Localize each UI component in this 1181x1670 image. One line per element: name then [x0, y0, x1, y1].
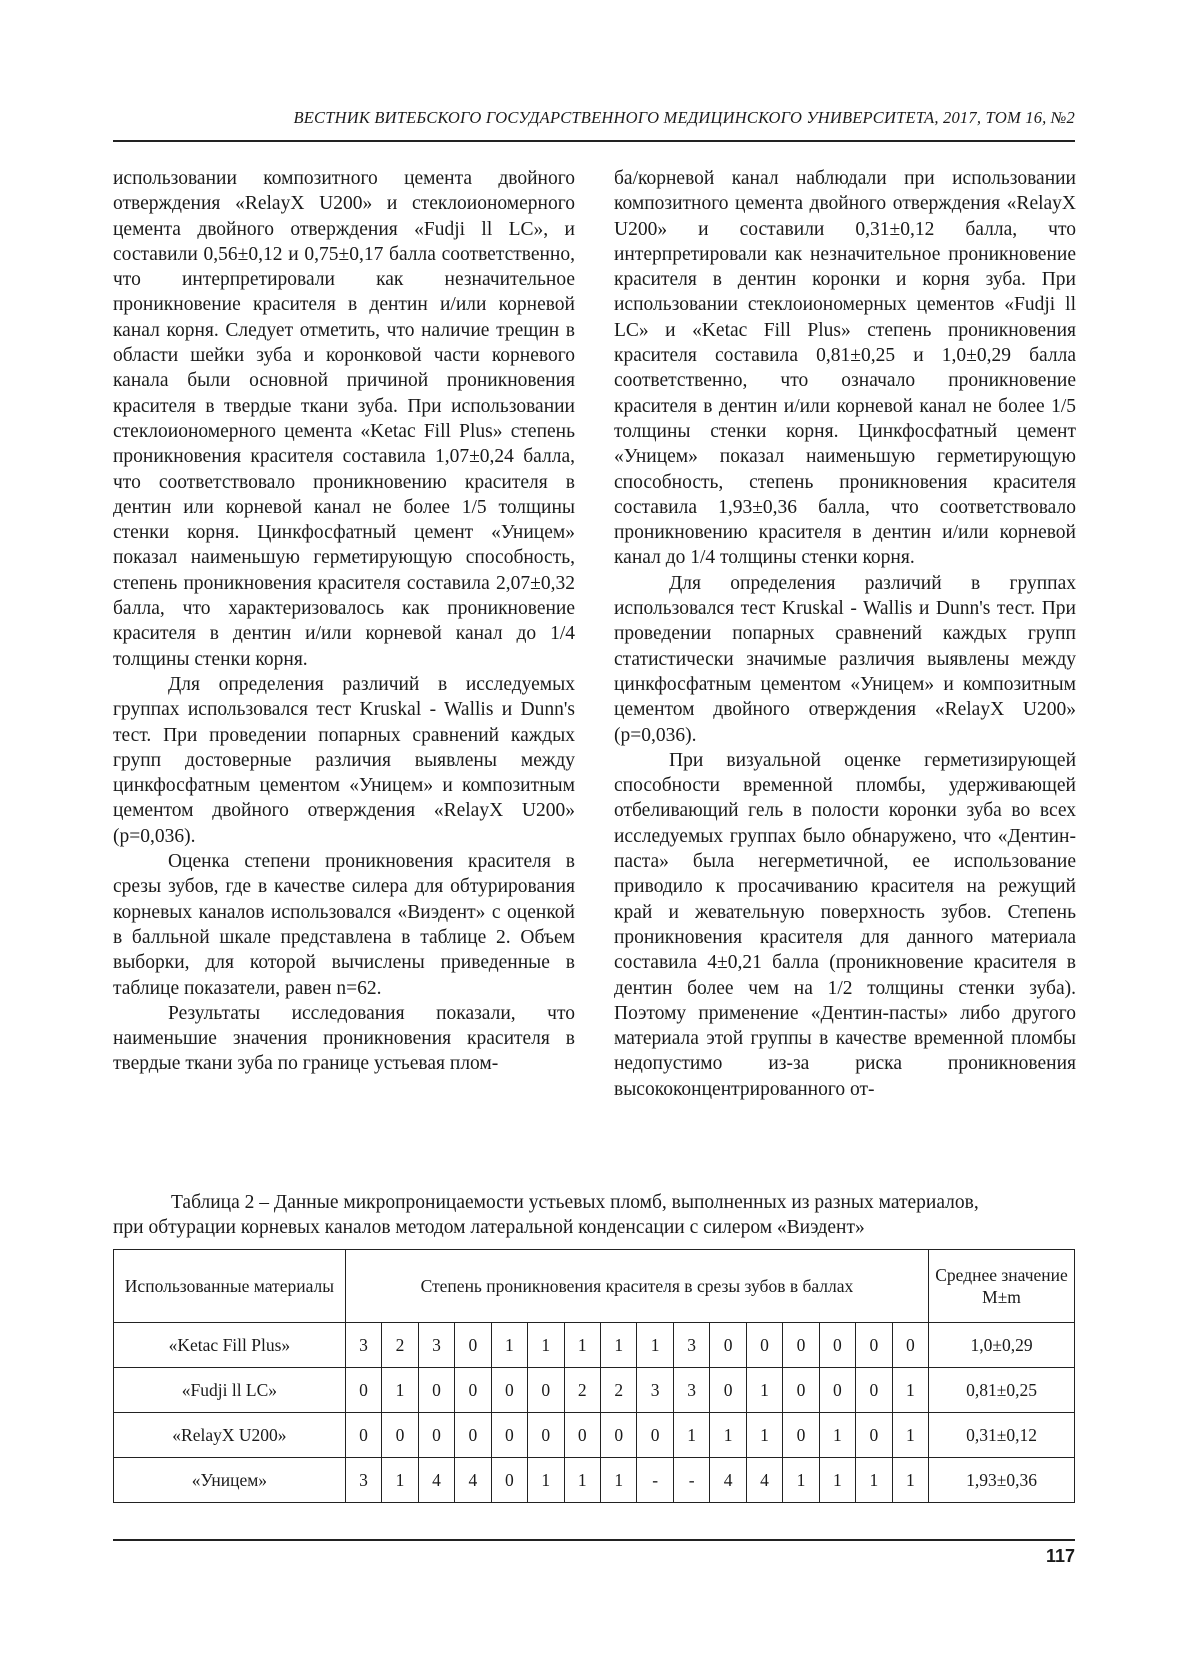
right-column: [614, 166, 1076, 1102]
material-cell: «Уницем»: [114, 1458, 346, 1503]
score-cell: 1: [564, 1323, 600, 1368]
score-cell: 0: [637, 1413, 673, 1458]
score-cell: 1: [856, 1458, 892, 1503]
score-cell: 0: [710, 1368, 746, 1413]
paragraph: Результаты исследования показали, что наименьшие значения проникновения красителя в твердые ткани зуба по границе устьевая плом-: [113, 1002, 575, 1075]
score-cell: 0: [600, 1413, 636, 1458]
header-materials: Использованные материалы: [114, 1250, 346, 1323]
score-cell: 1: [892, 1458, 928, 1503]
table-caption-line: при обтурации корневых каналов методом латеральной конденсации с силером «Виэдент»: [113, 1217, 865, 1238]
score-cell: 0: [746, 1323, 782, 1368]
paragraph: Для определения различий в исследуемых группах использовался тест Kruskal - Wallis и Dunn's тест. При проведении попарных сравнений каждых групп достоверные различия выявлены между цинкфосфатным цементом «Уницем» и композитным цементом двойного отверждения «RelayX U200» (p=0,036).: [113, 673, 575, 847]
score-cell: 0: [382, 1413, 418, 1458]
paragraph: ба/корневой канал наблюдали при использовании композитного цемента двойного отверждения «RelayX U200» и составили 0,31±0,12 балла, что интерпретировали как незначительное проникновение красителя в дентин коронки и корня зуба. При использовании стеклоиономерных цементов «Fudji ll LC» и «Ketac Fill Plus» степень проникновения красителя составила 0,81±0,25 и 1,0±0,29 балла соответственно, что означало проникновение красителя в дентин и/или корневой канал не более 1/5 толщины стенки корня. Цинкфосфатный цемент «Уницем» показал наименьшую герметирующую способность, степень проникновения красителя составила 1,93±0,36 балла, что соответствовало проникновению красителя в дентин и/или корневой канал до 1/4 толщины стенки корня.: [614, 168, 1076, 569]
table-row: [114, 1323, 1075, 1368]
score-cell: 3: [637, 1368, 673, 1413]
table-row: [114, 1458, 1075, 1503]
score-cell: 1: [382, 1458, 418, 1503]
score-cell: 0: [345, 1413, 381, 1458]
paragraph: использовании композитного цемента двойного отверждения «RelayX U200» и стеклоиономерного цемента двойного отверждения «Fudji ll LC», и составили 0,56±0,12 и 0,75±0,17 балла соответственно, что интерпретировали как незначительное проникновение красителя в дентин и/или корневой канал корня. Следует отметить, что наличие трещин в области шейки зуба и коронковой части корневого канала были основной причиной проникновения красителя в твердые ткани зуба. При использовании стеклоиономерного цемента «Ketac Fill Plus» степень проникновения красителя составила 1,07±0,24 балла, что соответствовало проникновению красителя в дентин или корневой канал не более 1/5 толщины стенки корня. Цинкфосфатный цемент «Уницем» показал наименьшую герметирующую способность, степень проникновения красителя составила 2,07±0,32 балла, что характеризовалось как проникновение красителя в дентин и/или корневой канал до 1/4 толщины стенки корня.: [113, 168, 575, 670]
score-cell: 1: [528, 1323, 564, 1368]
score-cell: 2: [382, 1323, 418, 1368]
score-cell: 1: [564, 1458, 600, 1503]
paragraph: Для определения различий в группах использовался тест Kruskal - Wallis и Dunn's тест. При проведении попарных сравнений каждых групп статистически значимые различия выявлены между цинкфосфатным цементом «Уницем» и композитным цементом двойного отверждения «RelayX U200» (p=0,036).: [614, 572, 1076, 746]
score-cell: 0: [564, 1413, 600, 1458]
score-cell: 0: [491, 1368, 527, 1413]
score-cell: 0: [491, 1413, 527, 1458]
score-cell: 0: [528, 1368, 564, 1413]
table-caption: [113, 1190, 1075, 1240]
material-cell: «Ketac Fill Plus»: [114, 1323, 346, 1368]
score-cell: 2: [564, 1368, 600, 1413]
score-cell: -: [673, 1458, 709, 1503]
score-cell: 0: [710, 1323, 746, 1368]
score-cell: 0: [345, 1368, 381, 1413]
score-cell: 1: [673, 1413, 709, 1458]
score-cell: 1: [746, 1413, 782, 1458]
score-cell: 1: [819, 1458, 855, 1503]
table-row: [114, 1413, 1075, 1458]
score-cell: 0: [856, 1323, 892, 1368]
score-cell: 3: [345, 1458, 381, 1503]
table-row: [114, 1368, 1075, 1413]
material-cell: «Fudji ll LC»: [114, 1368, 346, 1413]
data-table: [113, 1249, 1075, 1503]
mean-cell: 1,0±0,29: [929, 1323, 1075, 1368]
material-cell: «RelayX U200»: [114, 1413, 346, 1458]
score-cell: 3: [673, 1368, 709, 1413]
score-cell: 1: [819, 1413, 855, 1458]
score-cell: 0: [455, 1368, 491, 1413]
score-cell: 1: [892, 1368, 928, 1413]
score-cell: 1: [783, 1458, 819, 1503]
score-cell: 0: [455, 1413, 491, 1458]
score-cell: 4: [418, 1458, 454, 1503]
header-rule: [113, 140, 1075, 142]
score-cell: 0: [783, 1368, 819, 1413]
score-cell: 0: [783, 1413, 819, 1458]
score-cell: 1: [746, 1368, 782, 1413]
score-cell: 4: [455, 1458, 491, 1503]
left-column: [113, 166, 575, 1077]
score-cell: 2: [600, 1368, 636, 1413]
score-cell: 1: [382, 1368, 418, 1413]
score-cell: 0: [892, 1323, 928, 1368]
score-cell: 1: [637, 1323, 673, 1368]
score-cell: -: [637, 1458, 673, 1503]
score-cell: 0: [856, 1413, 892, 1458]
mean-cell: 0,81±0,25: [929, 1368, 1075, 1413]
score-cell: 0: [528, 1413, 564, 1458]
score-cell: 0: [491, 1458, 527, 1503]
score-cell: 3: [418, 1323, 454, 1368]
score-cell: 1: [528, 1458, 564, 1503]
header-mean: Среднее значение M±m: [929, 1250, 1075, 1323]
score-cell: 1: [892, 1413, 928, 1458]
score-cell: 1: [600, 1323, 636, 1368]
paragraph: При визуальной оценке герметизирующей способности временной пломбы, удерживающей отбеливающий гель в полости коронки зуба во всех исследуемых группах было обнаружено, что «Дентин-паста» была негерметичной, ее использование приводило к просачиванию красителя на режущий край и жевательную поверхность зубов. Степень проникновения красителя для данного материала составила 4±0,21 балла (проникновение красителя в дентин более чем на 1/2 толщины стенки зуба). Поэтому применение «Дентин-пасты» либо другого материала этой группы в качестве временной пломбы недопустимо из-за риска проникновения высококонцентрированного от-: [614, 749, 1076, 1100]
score-cell: 0: [819, 1368, 855, 1413]
score-cell: 1: [491, 1323, 527, 1368]
score-cell: 0: [856, 1368, 892, 1413]
score-cell: 0: [783, 1323, 819, 1368]
journal-header: ВЕСТНИК ВИТЕБСКОГО ГОСУДАРСТВЕННОГО МЕДИЦИНСКОГО УНИВЕРСИТЕТА, 2017, ТОМ 16, №2: [293, 108, 1075, 127]
score-cell: 1: [710, 1413, 746, 1458]
footer-rule: [113, 1539, 1075, 1541]
score-cell: 0: [418, 1368, 454, 1413]
score-cell: 0: [819, 1323, 855, 1368]
score-cell: 0: [455, 1323, 491, 1368]
score-cell: 3: [345, 1323, 381, 1368]
mean-cell: 0,31±0,12: [929, 1413, 1075, 1458]
score-cell: 3: [673, 1323, 709, 1368]
score-cell: 1: [600, 1458, 636, 1503]
table-header-row: [114, 1250, 1075, 1323]
table-caption-line: Таблица 2 – Данные микропроницаемости устьевых пломб, выполненных из разных материалов,: [171, 1192, 979, 1213]
score-cell: 4: [710, 1458, 746, 1503]
paragraph: Оценка степени проникновения красителя в срезы зубов, где в качестве силера для обтурирования корневых каналов использовался «Виэдент» с оценкой в балльной шкале представлена в таблице 2. Объем выборки, для которой вычислены приведенные в таблице показатели, равен n=62.: [113, 851, 575, 999]
score-cell: 4: [746, 1458, 782, 1503]
page-number: 117: [1045, 1546, 1075, 1566]
header-degree: Степень проникновения красителя в срезы зубов в баллах: [345, 1250, 928, 1323]
score-cell: 0: [418, 1413, 454, 1458]
mean-cell: 1,93±0,36: [929, 1458, 1075, 1503]
